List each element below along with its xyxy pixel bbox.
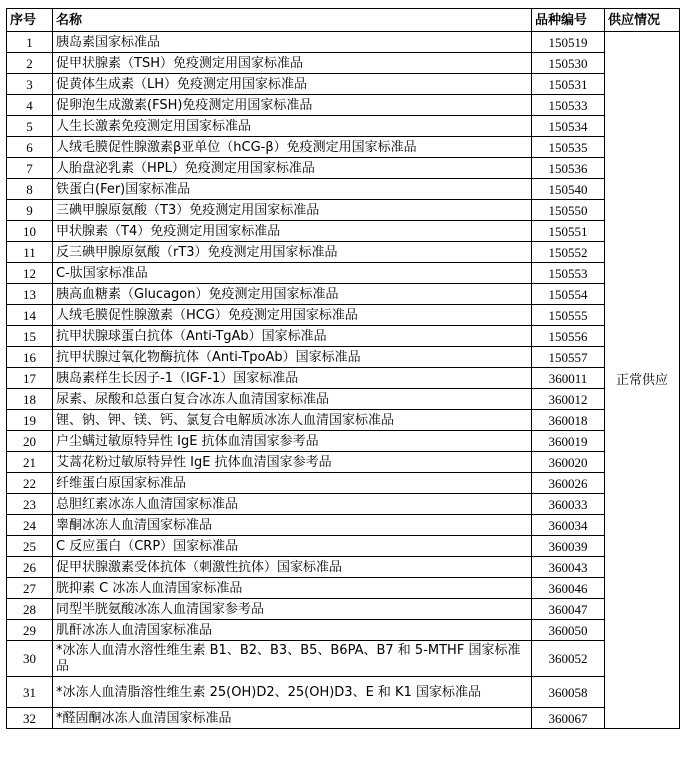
row-product-code: 150519	[532, 32, 605, 53]
row-product-code: 360034	[532, 515, 605, 536]
row-product-code: 360033	[532, 494, 605, 515]
row-product-code: 150536	[532, 158, 605, 179]
row-product-code: 360011	[532, 368, 605, 389]
header-serial-number: 序号	[7, 9, 53, 32]
row-name: 胰岛素样生长因子-1（IGF-1）国家标准品	[53, 368, 532, 389]
row-serial-number: 2	[7, 53, 53, 74]
row-serial-number: 27	[7, 578, 53, 599]
row-serial-number: 19	[7, 410, 53, 431]
row-name: 锂、钠、钾、镁、钙、氯复合电解质冰冻人血清国家标准品	[53, 410, 532, 431]
row-product-code: 150555	[532, 305, 605, 326]
row-name: 三碘甲腺原氨酸（T3）免疫测定用国家标准品	[53, 200, 532, 221]
table-row	[7, 557, 680, 578]
table-row	[7, 708, 680, 729]
supply-status-cell: 正常供应	[605, 32, 680, 729]
row-name: 促卵泡生成激素(FSH)免疫测定用国家标准品	[53, 95, 532, 116]
row-serial-number: 25	[7, 536, 53, 557]
row-name: 人生长激素免疫测定用国家标准品	[53, 116, 532, 137]
row-name: 人绒毛膜促性腺激素β亚单位（hCG-β）免疫测定用国家标准品	[53, 137, 532, 158]
row-name: 抗甲状腺过氧化物酶抗体（Anti-TpoAb）国家标准品	[53, 347, 532, 368]
row-serial-number: 6	[7, 137, 53, 158]
table-row	[7, 179, 680, 200]
row-name: *冰冻人血清脂溶性维生素 25(OH)D2、25(OH)D3、E 和 K1 国家标准品	[53, 677, 532, 708]
row-serial-number: 4	[7, 95, 53, 116]
row-serial-number: 1	[7, 32, 53, 53]
table-body	[7, 32, 680, 729]
table-row	[7, 326, 680, 347]
row-name: 艾蒿花粉过敏原特异性 IgE 抗体血清国家参考品	[53, 452, 532, 473]
row-name: 抗甲状腺球蛋白抗体（Anti-TgAb）国家标准品	[53, 326, 532, 347]
row-product-code: 150535	[532, 137, 605, 158]
table-header-row	[7, 9, 680, 32]
row-name: 肌酐冰冻人血清国家标准品	[53, 620, 532, 641]
row-name: *冰冻人血清水溶性维生素 B1、B2、B3、B5、B6PA、B7 和 5-MTHF 国家标准品	[53, 641, 532, 677]
row-name: C-肽国家标准品	[53, 263, 532, 284]
table-row	[7, 200, 680, 221]
row-serial-number: 7	[7, 158, 53, 179]
row-serial-number: 28	[7, 599, 53, 620]
row-product-code: 150552	[532, 242, 605, 263]
row-product-code: 150550	[532, 200, 605, 221]
row-product-code: 360058	[532, 677, 605, 708]
row-serial-number: 3	[7, 74, 53, 95]
row-name: 反三碘甲腺原氨酸（rT3）免疫测定用国家标准品	[53, 242, 532, 263]
reference-standards-table	[6, 8, 680, 729]
table-row	[7, 389, 680, 410]
row-product-code: 150556	[532, 326, 605, 347]
table-row	[7, 74, 680, 95]
row-serial-number: 23	[7, 494, 53, 515]
row-product-code: 150531	[532, 74, 605, 95]
row-serial-number: 8	[7, 179, 53, 200]
header-name: 名称	[53, 9, 532, 32]
row-serial-number: 14	[7, 305, 53, 326]
row-name: 纤维蛋白原国家标准品	[53, 473, 532, 494]
row-product-code: 360020	[532, 452, 605, 473]
row-product-code: 360018	[532, 410, 605, 431]
row-product-code: 150530	[532, 53, 605, 74]
row-product-code: 150533	[532, 95, 605, 116]
row-name: 睾酮冰冻人血清国家标准品	[53, 515, 532, 536]
row-name: 促黄体生成素（LH）免疫测定用国家标准品	[53, 74, 532, 95]
row-serial-number: 29	[7, 620, 53, 641]
row-name: 总胆红素冰冻人血清国家标准品	[53, 494, 532, 515]
table-row	[7, 95, 680, 116]
table-row	[7, 452, 680, 473]
row-serial-number: 9	[7, 200, 53, 221]
row-product-code: 360019	[532, 431, 605, 452]
row-name: 促甲状腺素（TSH）免疫测定用国家标准品	[53, 53, 532, 74]
table-row	[7, 515, 680, 536]
table-row	[7, 116, 680, 137]
table-row	[7, 641, 680, 677]
row-product-code: 360046	[532, 578, 605, 599]
header-product-code: 品种编号	[532, 9, 605, 32]
row-name: 甲状腺素（T4）免疫测定用国家标准品	[53, 221, 532, 242]
row-product-code: 360050	[532, 620, 605, 641]
row-serial-number: 13	[7, 284, 53, 305]
row-product-code: 360067	[532, 708, 605, 729]
row-product-code: 360039	[532, 536, 605, 557]
row-serial-number: 16	[7, 347, 53, 368]
table-row	[7, 473, 680, 494]
table-row	[7, 221, 680, 242]
row-product-code: 360043	[532, 557, 605, 578]
table-row	[7, 677, 680, 708]
row-product-code: 360052	[532, 641, 605, 677]
row-name: 同型半胱氨酸冰冻人血清国家参考品	[53, 599, 532, 620]
table-row	[7, 242, 680, 263]
row-serial-number: 17	[7, 368, 53, 389]
table-row	[7, 368, 680, 389]
row-serial-number: 11	[7, 242, 53, 263]
row-name: 促甲状腺激素受体抗体（刺激性抗体）国家标准品	[53, 557, 532, 578]
row-name: 人胎盘泌乳素（HPL）免疫测定用国家标准品	[53, 158, 532, 179]
row-serial-number: 15	[7, 326, 53, 347]
table-row	[7, 431, 680, 452]
table-row	[7, 620, 680, 641]
row-serial-number: 24	[7, 515, 53, 536]
row-name: 铁蛋白(Fer)国家标准品	[53, 179, 532, 200]
row-serial-number: 10	[7, 221, 53, 242]
row-serial-number: 31	[7, 677, 53, 708]
row-product-code: 150553	[532, 263, 605, 284]
table-row	[7, 263, 680, 284]
row-name: C 反应蛋白（CRP）国家标准品	[53, 536, 532, 557]
table-row	[7, 137, 680, 158]
row-name: 人绒毛膜促性腺激素（HCG）免疫测定用国家标准品	[53, 305, 532, 326]
row-name: 胰高血糖素（Glucagon）免疫测定用国家标准品	[53, 284, 532, 305]
row-product-code: 360012	[532, 389, 605, 410]
row-product-code: 150540	[532, 179, 605, 200]
header-supply-status: 供应情况	[605, 9, 680, 32]
row-product-code: 150551	[532, 221, 605, 242]
row-product-code: 150534	[532, 116, 605, 137]
row-serial-number: 32	[7, 708, 53, 729]
row-serial-number: 5	[7, 116, 53, 137]
table-row	[7, 494, 680, 515]
table-row	[7, 284, 680, 305]
row-serial-number: 26	[7, 557, 53, 578]
row-product-code: 360026	[532, 473, 605, 494]
row-name: 胱抑素 C 冰冻人血清国家标准品	[53, 578, 532, 599]
row-serial-number: 30	[7, 641, 53, 677]
row-name: 胰岛素国家标准品	[53, 32, 532, 53]
table-row	[7, 305, 680, 326]
row-name: *醛固酮冰冻人血清国家标准品	[53, 708, 532, 729]
row-product-code: 150554	[532, 284, 605, 305]
table-row	[7, 410, 680, 431]
table-row	[7, 53, 680, 74]
table-row	[7, 158, 680, 179]
row-serial-number: 20	[7, 431, 53, 452]
row-product-code: 360047	[532, 599, 605, 620]
table-row	[7, 32, 680, 53]
table-row	[7, 347, 680, 368]
row-product-code: 150557	[532, 347, 605, 368]
table-row	[7, 536, 680, 557]
row-serial-number: 22	[7, 473, 53, 494]
row-serial-number: 21	[7, 452, 53, 473]
row-serial-number: 12	[7, 263, 53, 284]
row-serial-number: 18	[7, 389, 53, 410]
table-row	[7, 599, 680, 620]
row-name: 尿素、尿酸和总蛋白复合冰冻人血清国家标准品	[53, 389, 532, 410]
table-row	[7, 578, 680, 599]
row-name: 户尘螨过敏原特异性 IgE 抗体血清国家参考品	[53, 431, 532, 452]
